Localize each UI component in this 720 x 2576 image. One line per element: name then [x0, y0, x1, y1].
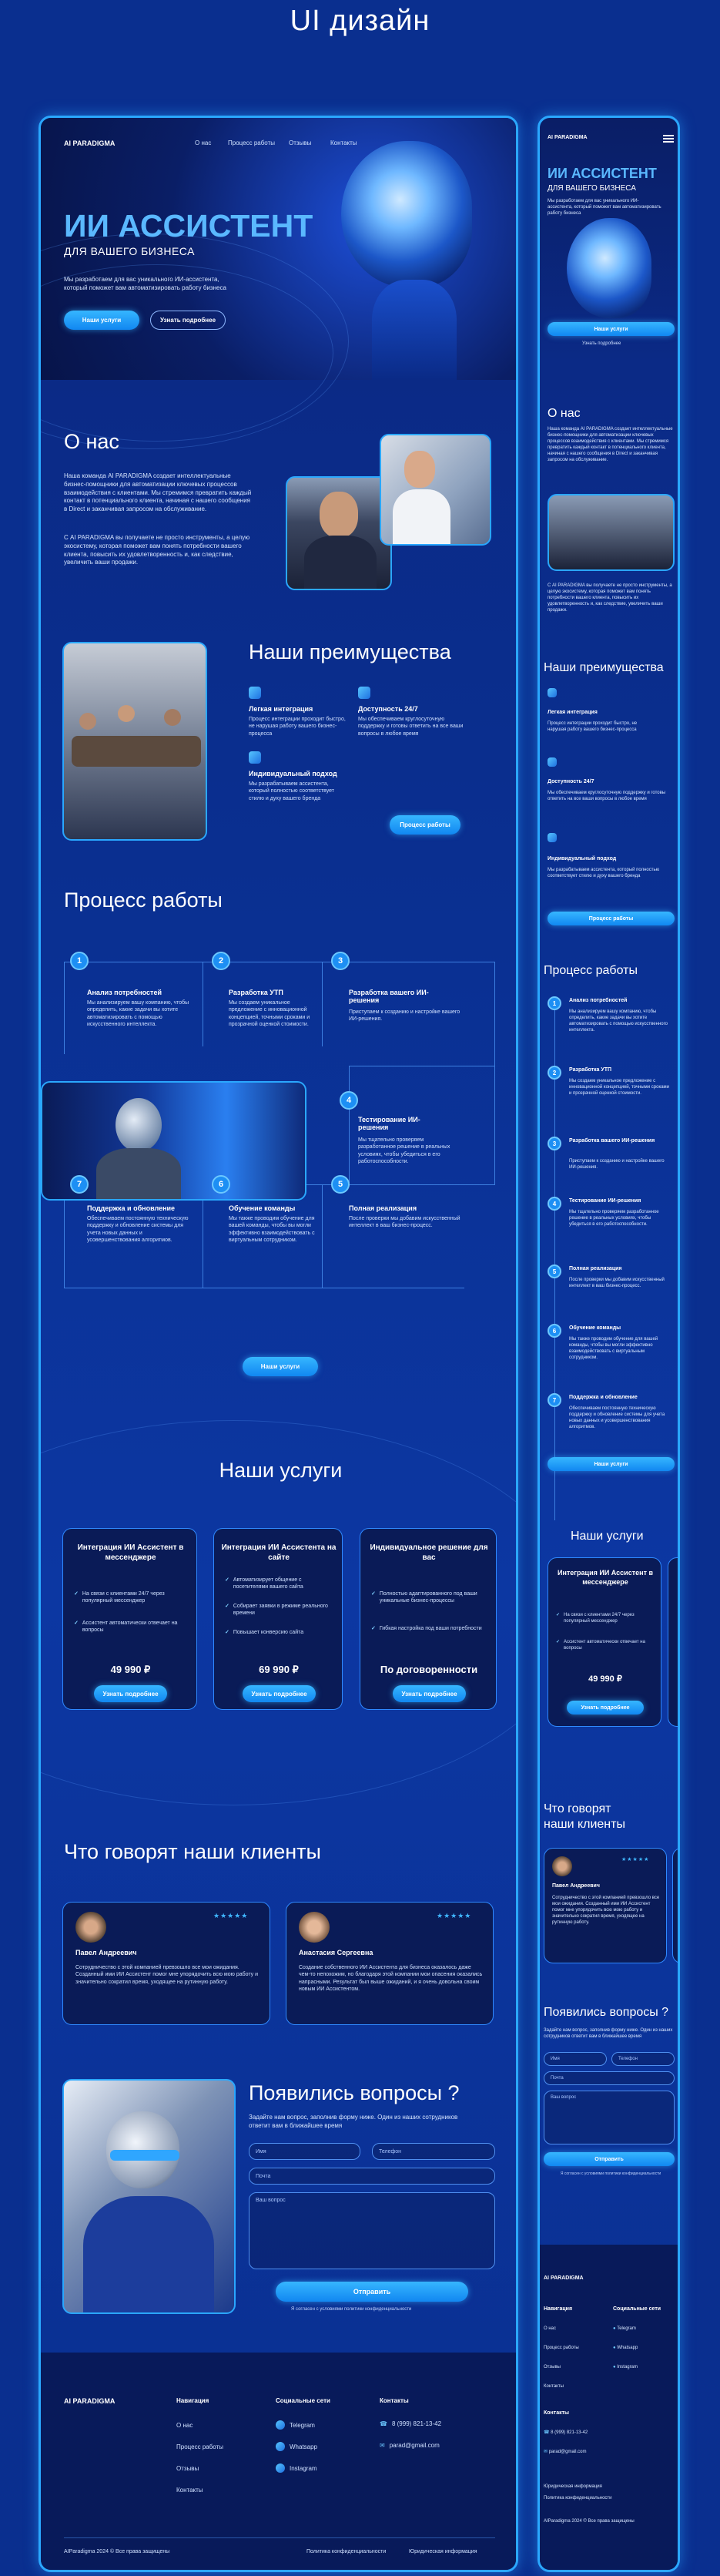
step-number-1: 1 — [70, 952, 89, 970]
step-desc-1: Мы анализируем вашу компанию, чтобы определить, какие задачи вы хотите автоматизировать с помощью искусственного интеллекта. — [87, 1000, 189, 1028]
hamburger-menu-icon[interactable] — [663, 135, 674, 143]
step-desc-3: Приступаем к созданию и настройке вашего ИИ-решения. — [349, 1009, 460, 1023]
mobile-service-card-peek — [668, 1557, 680, 1727]
mobile-service-card — [548, 1557, 661, 1727]
person-shape — [79, 713, 96, 730]
page-title: UI дизайн — [290, 5, 430, 37]
check-icon: ✓ — [556, 1640, 561, 1644]
check-icon: ✓ — [371, 1591, 376, 1597]
hero-section — [41, 118, 516, 380]
hero-title: ИИ АССИСТЕНТ — [64, 208, 313, 243]
person-shape — [118, 705, 135, 722]
footer-divider — [64, 2537, 495, 2538]
nav-link-reviews[interactable]: Отзывы — [289, 139, 312, 146]
mobile-process-title: Процесс работы — [544, 964, 638, 977]
mobile-step-number-1: 1 — [548, 996, 561, 1010]
email-input[interactable]: Почта — [249, 2168, 495, 2185]
mobile-services-button[interactable]: Наши услуги — [548, 322, 675, 336]
mobile-email-input[interactable]: Почта — [544, 2071, 675, 2085]
footer-email[interactable]: ✉ parad@gmail.com — [380, 2442, 440, 2449]
copyright: AIParadigma 2024 © Все права защищены — [64, 2549, 170, 2554]
integration-icon — [548, 688, 557, 697]
mobile-adv-title-2: Доступность 24/7 — [548, 779, 594, 784]
mobile-about-title: О нас — [548, 407, 581, 420]
robot-head-image — [341, 141, 472, 287]
mobile-step-number-3: 3 — [548, 1137, 561, 1150]
suit-shape — [83, 2196, 214, 2314]
mobile-services-button-2[interactable]: Наши услуги — [548, 1457, 675, 1471]
mobile-hero-title: ИИ АССИСТЕНТ — [548, 166, 657, 181]
advantage-desc-1: Процесс интеграции проходит быстро, не нарушая работу вашего бизнес-процесса — [249, 717, 346, 737]
mobile-footer-link[interactable]: Контакты — [544, 2384, 564, 2389]
rating-stars: ★★★★★ — [621, 1857, 650, 1862]
step-number-5: 5 — [331, 1175, 350, 1194]
mobile-footer-email[interactable]: ✉ parad@gmail.com — [544, 2450, 587, 2454]
mobile-about-p1: Наша команда AI PARADIGMA создает интеллектуальные бизнес-помощники для автоматизации ключевых процессов взаимодействия с клиентами. Мы стремимся превратить каждый контакт в потенциального клиента, начиная с нашего сообщения в Direct и заканчивая запросом на обслуживание. — [548, 427, 673, 463]
advantage-title-2: Доступность 24/7 — [358, 705, 418, 713]
mobile-adv-title-3: Индивидуальный подход — [548, 856, 617, 861]
mobile-step-title-7: Поддержка и обновление — [569, 1395, 638, 1400]
service-feature: ✓ Полностью адаптированного под ваши уникальные бизнес-процессы — [371, 1591, 477, 1604]
service-feature: ✓ Автоматизирует общение с посетителями вашего сайта — [225, 1577, 303, 1590]
personal-approach-icon — [249, 751, 261, 764]
review-card-1 — [62, 1902, 270, 2025]
mobile-step-title-2: Разработка УТП — [569, 1067, 612, 1073]
service-feature: ✓ На связи с клиентами 24/7 через популярный мессенджер — [74, 1591, 165, 1604]
service-title-2: Интеграция ИИ Ассистента на сайте — [221, 1543, 337, 1562]
mobile-footer-contacts-heading: Контакты — [544, 2410, 570, 2416]
process-title: Процесс работы — [64, 888, 223, 912]
mobile-step-title-4: Тестирование ИИ-решения — [569, 1198, 641, 1204]
step-number-6: 6 — [212, 1175, 230, 1194]
mobile-hero-description: Мы разработаем для вас уникального ИИ-ассистента, который поможет вам автоматизировать работу бизнеса — [548, 199, 661, 217]
about-paragraph-1: Наша команда AI PARADIGMA создает интеллектуальные бизнес-помощники для автоматизации ключевых процессов взаимодействия с клиентами. Мы стремимся превратить каждый контакт в потенциального клиента, начиная с нашего сообщения в Direct и заканчивая запросом на обслуживание. — [64, 472, 252, 513]
mobile-review-author: Павел Андреевич — [552, 1883, 600, 1889]
step-number-2: 2 — [212, 952, 230, 970]
service-feature: ✓ Собирает заявки в режиме реального времени — [225, 1604, 328, 1617]
telegram-link[interactable]: Telegram — [276, 2420, 315, 2430]
whatsapp-icon: ● — [613, 2346, 618, 2350]
mobile-footer-nav-heading: Навигация — [544, 2306, 573, 2312]
mobile-hero-subtitle: ДЛЯ ВАШЕГО БИЗНЕСА — [548, 184, 636, 193]
service-feature: ✓ Повышает конверсию сайта — [225, 1630, 304, 1635]
footer-link-contacts[interactable]: Контакты — [176, 2487, 203, 2494]
mobile-adv-desc-3: Мы разрабатываем ассистента, который полностью соответствует стилю и духу вашего бренда — [548, 868, 660, 879]
step-desc-6: Мы также проводим обучение для вашей команды, чтобы вы могли эффективно взаимодействовать с виртуальным сотрудником. — [229, 1216, 315, 1244]
phone-icon: ☎ — [544, 2430, 551, 2435]
process-divider — [322, 962, 323, 1046]
hero-description: Мы разработаем для вас уникального ИИ-ассистента, который поможет вам автоматизировать работу бизнеса — [64, 276, 226, 291]
robot-neck-image — [372, 280, 457, 380]
service-feature: ✓ Гибкая настройка под ваши потребности — [371, 1626, 482, 1631]
mobile-review-text: Сотрудничество с этой компанией превзошло все мои ожидания. Созданный ими ИИ Ассистент помог мне упорядочить всю мою работу и значительно сократил время, уходящее на рутинную работу. — [552, 1896, 660, 1926]
mobile-step-number-5: 5 — [548, 1264, 561, 1278]
reviews-title: Что говорят наши клиенты — [64, 1840, 321, 1863]
services-title: Наши услуги — [219, 1459, 343, 1482]
service-card-1 — [62, 1528, 197, 1710]
step-title-6: Обучение команды — [229, 1204, 296, 1212]
hero-subtitle: ДЛЯ ВАШЕГО БИЗНЕСА — [64, 245, 195, 257]
mobile-contact-description: Задайте нам вопрос, заполнив форму ниже. Один из наших сотрудников ответит вам в ближайшее время — [544, 2028, 673, 2040]
whatsapp-link[interactable]: Whatsapp — [276, 2442, 317, 2451]
mail-icon: ✉ — [380, 2442, 385, 2449]
mobile-service-price: 49 990 ₽ — [588, 1674, 622, 1684]
mobile-step-title-1: Анализ потребностей — [569, 998, 628, 1003]
step-desc-7: Обеспечиваем постоянную техническую поддержку и обновление системы для учета новых данных и усовершенствования алгоритмов. — [87, 1216, 189, 1244]
contact-description: Задайте нам вопрос, заполнив форму ниже. Один из наших сотрудников ответит вам в ближайшее время — [249, 2114, 458, 2129]
step-title-1: Анализ потребностей — [87, 989, 162, 996]
nav-link-contacts[interactable]: Контакты — [330, 139, 357, 146]
service-price-2: 69 990 ₽ — [259, 1664, 299, 1675]
check-icon: ✓ — [556, 1613, 561, 1617]
mobile-step-title-5: Полная реализация — [569, 1266, 622, 1271]
contact-title: Появились вопросы ? — [249, 2081, 460, 2104]
hero-services-button[interactable]: Наши услуги — [64, 311, 139, 330]
service-more-button-3[interactable]: Узнать подробнее — [393, 1685, 466, 1702]
mobile-footer-link[interactable]: О нас — [544, 2326, 556, 2331]
footer-link-about[interactable]: О нас — [176, 2422, 193, 2429]
phone-input[interactable]: Телефон — [372, 2143, 495, 2160]
mobile-more-link[interactable]: Узнать подробнее — [582, 341, 621, 346]
footer-contacts-heading: Контакты — [380, 2397, 409, 2404]
service-price-1: 49 990 ₽ — [110, 1664, 151, 1675]
person-shape — [164, 709, 181, 726]
mobile-service-title: Интеграция ИИ Ассистент в мессенджере — [557, 1569, 654, 1586]
mobile-service-feature: ✓ Ассистент автоматически отвечает на вопросы — [556, 1640, 645, 1651]
review-author-1: Павел Андреевич — [75, 1949, 137, 1956]
service-title-3: Индивидуальное решение для вас — [370, 1543, 488, 1562]
mobile-step-desc-7: Обеспечиваем постоянную техническую поддержку и обновление системы для учета новых данных и усовершенствования алгоритмов. — [569, 1406, 665, 1430]
contact-robot-photo — [62, 2079, 236, 2314]
mobile-instagram-link[interactable]: ● Instagram — [613, 2365, 638, 2369]
mobile-step-desc-1: Мы анализируем вашу компанию, чтобы определить, какие задачи вы хотите автоматизировать с помощью искусственного интеллекта. — [569, 1009, 668, 1033]
mobile-footer-logo[interactable]: AI PARADIGMA — [544, 2275, 584, 2281]
person-face-shape — [404, 451, 435, 488]
footer-social-heading: Социальные сети — [276, 2397, 330, 2404]
about-paragraph-2: С AI PARADIGMA вы получаете не просто инструменты, а целую экосистему, которая поможет вам понять потребности вашего клиента, повысить их удовлетворенность и, как следствие, увеличить ваши продажи. — [64, 534, 250, 566]
rating-stars: ★★★★★ — [437, 1912, 472, 1919]
review-text-2: Создание собственного ИИ Ассистента для бизнеса оказалось даже чем-то непохожим, но благодаря этой компании мои опасения оказались напрасными. Результат был выше ожиданий, и я очень довольна своим новым ИИ Ассистентом. — [299, 1965, 483, 1993]
mobile-step-desc-5: После проверки мы добавим искусственный интеллект в ваш бизнес-процесс. — [569, 1278, 665, 1289]
mobile-step-desc-4: Мы тщательно проверяем разработанное решение в реальных условиях, чтобы убедиться в его работоспособности. — [569, 1210, 659, 1228]
phone-icon: ☎ — [380, 2420, 387, 2427]
step-desc-2: Мы создаем уникальное предложение с инновационной концепцией, точными сроками и прозрачной оценкой стоимости. — [229, 1000, 310, 1028]
service-card-2 — [213, 1528, 343, 1710]
mobile-service-feature: ✓ На связи с клиентами 24/7 через популярный мессенджер — [556, 1613, 635, 1624]
step-number-3: 3 — [331, 952, 350, 970]
desktop-frame — [39, 116, 518, 2572]
clock-icon — [358, 687, 370, 699]
mobile-phone-input[interactable]: Телефон — [611, 2052, 675, 2066]
instagram-icon — [276, 2463, 285, 2473]
consent-text[interactable]: Я согласен с условиями политики конфиденциальности — [291, 2307, 412, 2312]
service-price-3: По договоренности — [380, 1664, 478, 1675]
step-number-7: 7 — [70, 1175, 89, 1194]
name-input[interactable]: Имя — [249, 2143, 360, 2160]
service-more-button-1[interactable]: Узнать подробнее — [94, 1685, 167, 1702]
mobile-consent-text[interactable]: Я согласен с условиями политики конфиденциальности — [560, 2171, 661, 2176]
advantages-title: Наши преимущества — [249, 640, 451, 663]
mobile-review-card-peek — [672, 1848, 680, 1963]
person-shirt-shape — [393, 489, 450, 546]
mobile-step-desc-2: Мы создаем уникальное предложение с инновационной концепцией, точными сроками и прозрачной оценкой стоимости. — [569, 1079, 670, 1097]
advantage-desc-3: Мы разрабатываем ассистента, который полностью соответствует стилю и духу вашего бренда — [249, 781, 335, 801]
whatsapp-icon — [276, 2442, 285, 2451]
mobile-step-number-7: 7 — [548, 1393, 561, 1407]
nav-link-process[interactable]: Процесс работы — [228, 139, 275, 146]
mobile-adv-desc-1: Процесс интеграции проходит быстро, не нарушая работу вашего бизнес-процесса — [548, 721, 638, 733]
privacy-link[interactable]: Политика конфиденциальности — [306, 2549, 387, 2554]
service-feature: ✓ Ассистент автоматически отвечает на вопросы — [74, 1620, 178, 1634]
process-connector — [64, 962, 65, 1054]
visor-shape — [110, 2150, 179, 2161]
mobile-footer-link[interactable]: Отзывы — [544, 2365, 561, 2369]
about-title: О нас — [64, 430, 119, 453]
question-textarea[interactable]: Ваш вопрос — [249, 2192, 495, 2269]
instagram-link[interactable]: Instagram — [276, 2463, 317, 2473]
avatar — [299, 1912, 330, 1943]
mobile-services-title: Наши услуги — [571, 1530, 644, 1543]
check-icon: ✓ — [74, 1620, 79, 1626]
person-suit-shape — [304, 536, 377, 590]
mobile-question-textarea[interactable]: Ваш вопрос — [544, 2091, 675, 2144]
mobile-process-button[interactable]: Процесс работы — [548, 912, 675, 925]
mobile-review-card — [544, 1848, 667, 1963]
mobile-privacy-link[interactable]: Политика конфиденциальности — [544, 2496, 612, 2500]
check-icon: ✓ — [225, 1604, 229, 1609]
mobile-step-desc-6: Мы также проводим обучение для вашей команды, чтобы вы могли эффективно взаимодействовать с виртуальным сотрудником. — [569, 1337, 658, 1361]
step-title-2: Разработка УТП — [229, 989, 283, 996]
footer-logo[interactable]: AI PARADIGMA — [64, 2397, 116, 2405]
avatar — [75, 1912, 106, 1943]
step-number-4: 4 — [340, 1091, 358, 1110]
legal-link[interactable]: Юридическая информация — [409, 2549, 477, 2554]
step-title-3: Разработка вашего ИИ-решения — [349, 989, 429, 1004]
mobile-footer-link[interactable]: Процесс работы — [544, 2346, 579, 2350]
mobile-step-number-6: 6 — [548, 1324, 561, 1338]
footer-phone[interactable]: ☎ 8 (999) 821-13-42 — [380, 2420, 442, 2427]
mobile-adv-desc-2: Мы обеспечиваем круглосуточную поддержку и готовы ответить на все ваши вопросы в любое время — [548, 791, 666, 802]
step-desc-4: Мы тщательно проверяем разработанное решение в реальных условиях, чтобы убедиться в его работоспособности. — [358, 1137, 450, 1165]
nav-link-about[interactable]: О нас — [195, 139, 212, 146]
mobile-about-photo — [548, 494, 675, 571]
clock-icon — [548, 757, 557, 767]
rating-stars: ★★★★★ — [213, 1912, 249, 1919]
check-icon: ✓ — [371, 1626, 376, 1631]
step-desc-5: После проверки мы добавим искусственный интеллект в ваш бизнес-процесс. — [349, 1216, 460, 1229]
mobile-frame — [537, 116, 680, 2572]
instagram-icon: ● — [613, 2365, 618, 2369]
mobile-telegram-link[interactable]: ● Telegram — [613, 2326, 636, 2331]
review-author-2: Анастасия Сергеевна — [299, 1949, 373, 1956]
personal-approach-icon — [548, 833, 557, 842]
mobile-service-more-button[interactable]: Узнать подробнее — [567, 1701, 644, 1715]
about-photo-man — [286, 476, 392, 590]
check-icon: ✓ — [74, 1591, 79, 1597]
mobile-robot-head-image — [567, 218, 651, 318]
mobile-footer-phone[interactable]: ☎ 8 (999) 821-13-42 — [544, 2430, 588, 2435]
mobile-step-title-6: Обучение команды — [569, 1325, 621, 1331]
footer — [41, 2353, 518, 2572]
footer-link-process[interactable]: Процесс работы — [176, 2443, 223, 2450]
advantages-photo-meeting — [62, 642, 207, 841]
mobile-whatsapp-link[interactable]: ● Whatsapp — [613, 2346, 638, 2350]
mobile-step-desc-3: Приступаем к созданию и настройке вашего ИИ-решения. — [569, 1159, 665, 1170]
about-photo-woman — [380, 434, 491, 546]
check-icon: ✓ — [225, 1577, 229, 1583]
process-services-button[interactable]: Наши услуги — [243, 1357, 318, 1376]
hero-more-button[interactable]: Узнать подробнее — [150, 311, 226, 330]
mobile-footer-social-heading: Социальные сети — [613, 2306, 661, 2312]
footer-link-reviews[interactable]: Отзывы — [176, 2465, 199, 2472]
mobile-legal-link[interactable]: Юридическая информация — [544, 2484, 602, 2489]
mobile-step-number-4: 4 — [548, 1197, 561, 1211]
mobile-step-title-3: Разработка вашего ИИ-решения — [569, 1138, 655, 1144]
service-title-1: Интеграция ИИ Ассистент в мессенджере — [77, 1543, 184, 1562]
service-more-button-2[interactable]: Узнать подробнее — [243, 1685, 316, 1702]
advantage-title-1: Легкая интеграция — [249, 705, 313, 713]
step-title-4: Тестирование ИИ-решения — [358, 1116, 420, 1131]
advantages-process-button[interactable]: Процесс работы — [390, 815, 460, 835]
mobile-brand-logo[interactable]: AI PARADIGMA — [548, 135, 588, 140]
brand-logo[interactable]: AI PARADIGMA — [64, 139, 116, 147]
mobile-contact-title: Появились вопросы ? — [544, 2006, 669, 2019]
mobile-name-input[interactable]: Имя — [544, 2052, 607, 2066]
advantage-title-3: Индивидуальный подход — [249, 770, 337, 778]
mobile-about-p2: С AI PARADIGMA вы получаете не просто инструменты, а целую экосистему, которая поможет вам понять потребности вашего клиента, повысить их удовлетворенность и, как следствие, увеличить ваши продажи. — [548, 583, 672, 613]
avatar — [552, 1856, 572, 1876]
telegram-icon — [276, 2420, 285, 2430]
process-connector — [349, 1066, 350, 1186]
mobile-reviews-title: Что говорят наши клиенты — [544, 1802, 625, 1831]
mobile-step-number-2: 2 — [548, 1066, 561, 1080]
process-divider — [322, 1184, 323, 1288]
submit-button[interactable]: Отправить — [276, 2282, 468, 2302]
telegram-icon: ● — [613, 2326, 618, 2331]
step-title-5: Полная реализация — [349, 1204, 417, 1212]
service-card-3 — [360, 1528, 497, 1710]
integration-icon — [249, 687, 261, 699]
footer-nav-heading: Навигация — [176, 2397, 209, 2404]
mobile-adv-title-1: Легкая интеграция — [548, 710, 598, 715]
mail-icon: ✉ — [544, 2450, 549, 2454]
table-shape — [72, 736, 201, 767]
review-card-2 — [286, 1902, 494, 2025]
check-icon: ✓ — [225, 1630, 229, 1635]
robot-body-shape — [96, 1148, 181, 1201]
advantage-desc-2: Мы обеспечиваем круглосуточную поддержку и готовы ответить на все ваши вопросы в любое время — [358, 717, 464, 737]
mobile-copyright: AIParadigma 2024 © Все права защищены — [544, 2519, 635, 2524]
step-title-7: Поддержка и обновление — [87, 1204, 176, 1212]
process-connector — [494, 962, 495, 1185]
review-text-1: Сотрудничество с этой компанией превзошло все мои ожидания. Созданный ими ИИ Ассистент помог мне упорядочить всю мою работу и значительно сократил время, уходящее на рутинную работу. — [75, 1965, 259, 1985]
mobile-advantages-title: Наши преимущества — [544, 661, 664, 674]
robot-head-shape — [116, 1098, 162, 1152]
person-face-shape — [320, 492, 358, 538]
mobile-submit-button[interactable]: Отправить — [544, 2152, 675, 2166]
